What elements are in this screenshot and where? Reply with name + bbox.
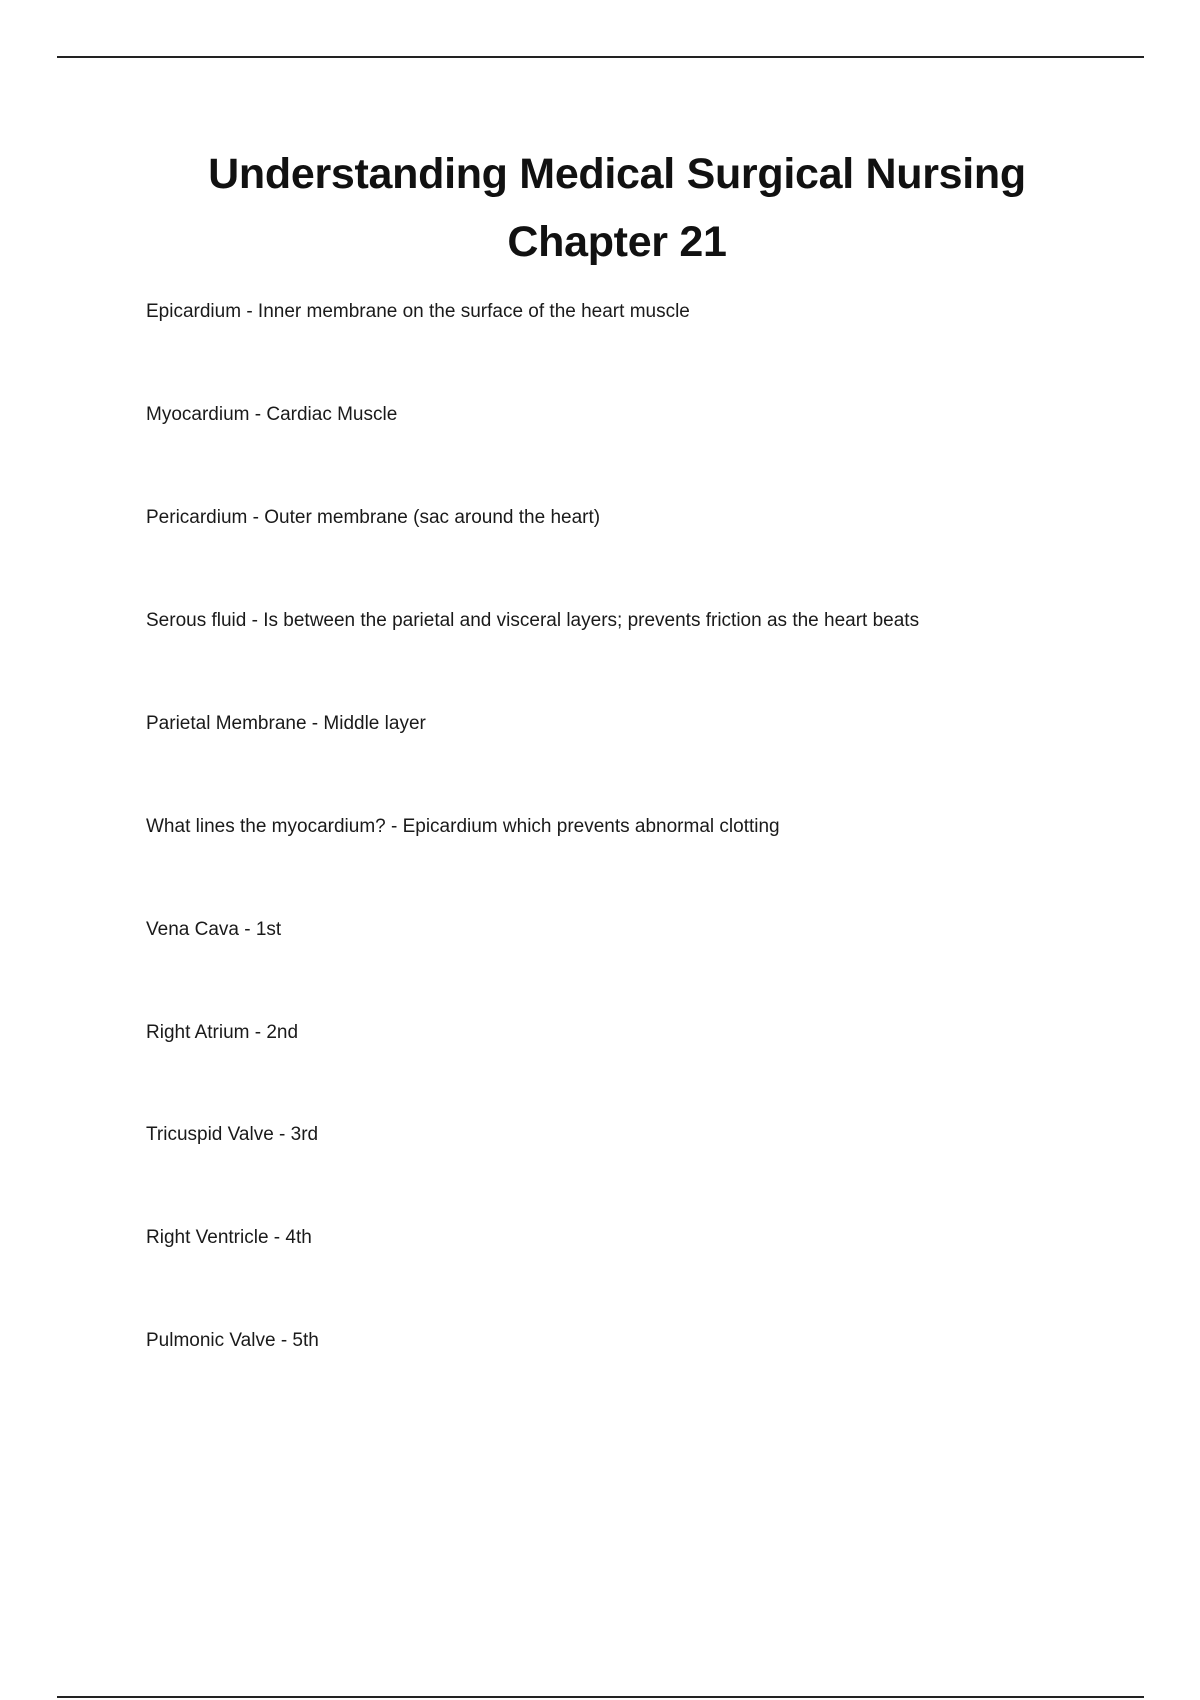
entry-myocardium: Myocardium - Cardiac Muscle <box>146 404 398 425</box>
title-line-2: Chapter 21 <box>507 218 727 266</box>
entry-pericardium: Pericardium - Outer membrane (sac around the heart) <box>146 507 601 528</box>
entry-myocardium-lining: What lines the myocardium? - Epicardium which prevents abnormal clotting <box>146 816 780 837</box>
title-line-1: Understanding Medical Surgical Nursing <box>208 150 1026 198</box>
bottom-rule <box>57 1696 1144 1698</box>
entry-vena-cava: Vena Cava - 1st <box>146 919 282 940</box>
entry-right-atrium: Right Atrium - 2nd <box>146 1022 299 1043</box>
entry-tricuspid-valve: Tricuspid Valve - 3rd <box>146 1124 319 1145</box>
entry-pulmonic-valve: Pulmonic Valve - 5th <box>146 1330 319 1351</box>
entry-right-ventricle: Right Ventricle - 4th <box>146 1227 312 1248</box>
document-title <box>0 140 1200 276</box>
top-rule <box>57 56 1144 58</box>
entry-parietal-membrane: Parietal Membrane - Middle layer <box>146 713 426 734</box>
entry-serous-fluid: Serous fluid - Is between the parietal and visceral layers; prevents friction as the heart beats <box>146 610 920 631</box>
entry-epicardium: Epicardium - Inner membrane on the surface of the heart muscle <box>146 301 690 322</box>
